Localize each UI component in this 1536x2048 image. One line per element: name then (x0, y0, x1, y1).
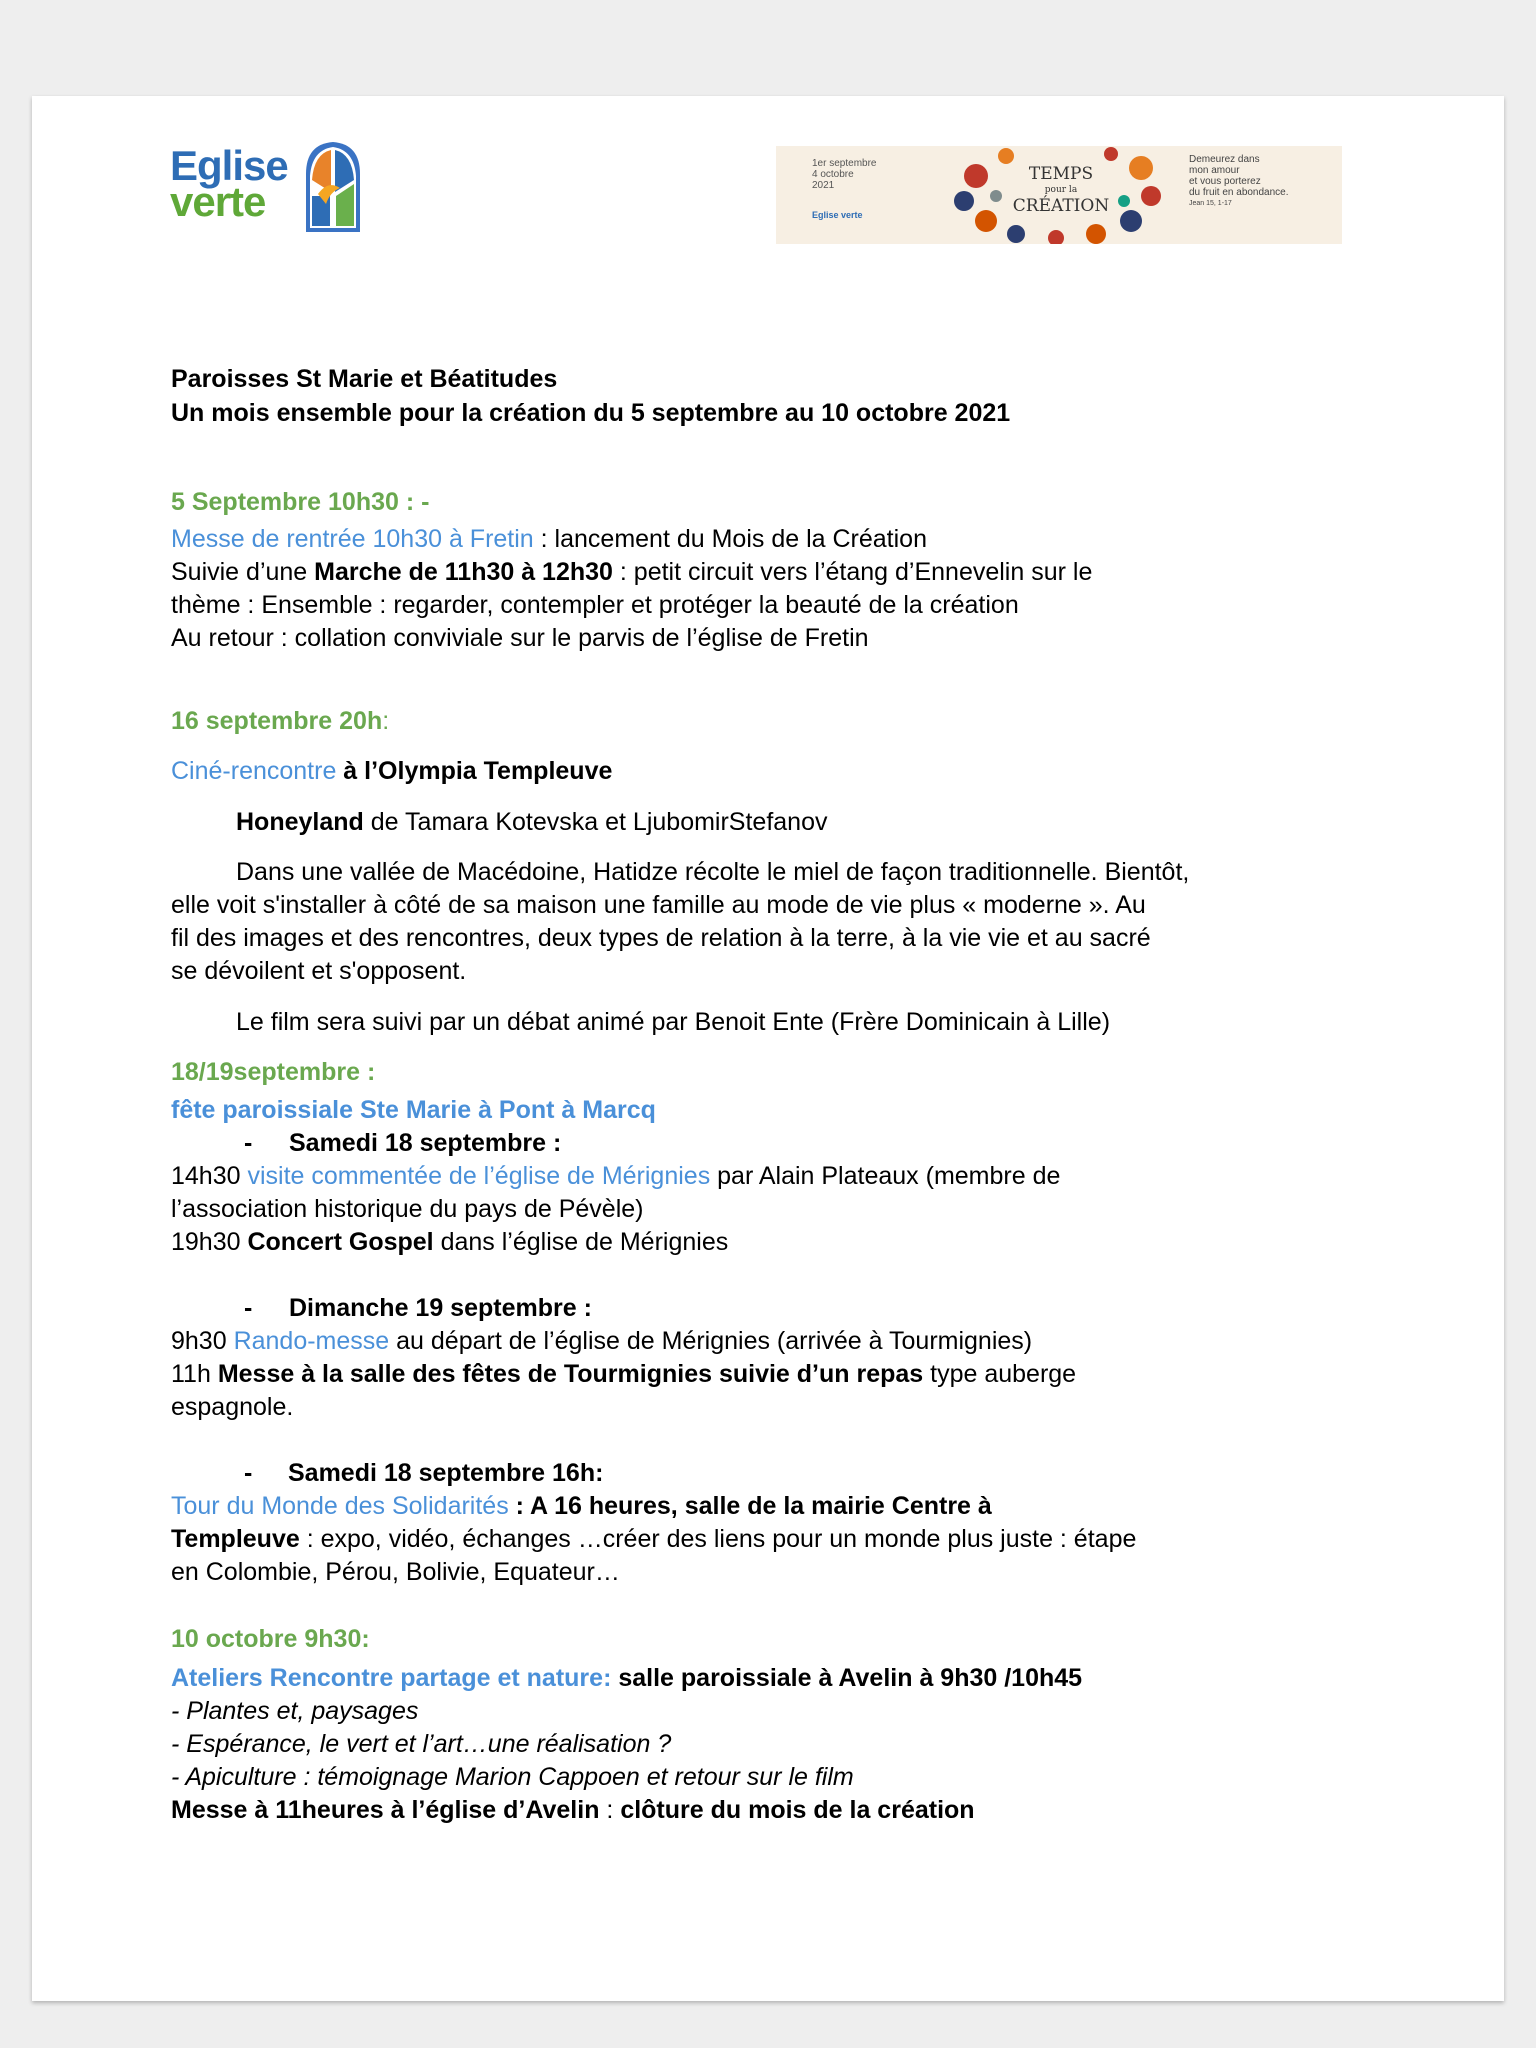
s3-saturday-16h: Samedi 18 septembre 16h: (288, 1459, 604, 1487)
s2-cine-link[interactable]: Ciné-rencontre (171, 757, 337, 785)
s4-date: 10 octobre 9h30: (171, 1625, 370, 1653)
logo-word-verte: verte (170, 178, 266, 225)
s3-tour-link[interactable]: Tour du Monde des Solidarités (171, 1492, 509, 1520)
eglise-verte-logo (170, 140, 400, 240)
banner-small-logo: Eglise verte (812, 210, 863, 220)
s1-date: 5 Septembre 10h30 : - (171, 488, 430, 516)
s3-tour: Tour du Monde des Solidarités : A 16 heures, salle de la mairie Centre à (171, 1492, 992, 1520)
s3-tour-3: en Colombie, Pérou, Bolivie, Equateur… (171, 1558, 620, 1586)
s1-line-4: Au retour : collation conviviale sur le parvis de l’église de Fretin (171, 624, 869, 652)
s2-para-1: Dans une vallée de Macédoine, Hatidze récolte le miel de façon traditionnelle. Bientôt, (236, 858, 1190, 886)
s2-para-2: elle voit s'installer à côté de sa maison une famille au mode de vie plus « moderne ». Au (171, 891, 1146, 919)
banner-date-start: 1er septembre (812, 158, 877, 169)
banner-title-line-2: pour la (1044, 185, 1078, 195)
s4-item-1: - Plantes et, paysages (171, 1697, 419, 1725)
s1-line-2: Suivie d’une Marche de 11h30 à 12h30 : petit circuit vers l’étang d’Ennevelin sur le (171, 558, 1093, 586)
banner-title (996, 162, 1126, 218)
s1-line-1: Messe de rentrée 10h30 à Fretin : lancement du Mois de la Création (171, 525, 927, 553)
s3-bullet-dash-1: - (244, 1129, 253, 1157)
s1-mass-link[interactable]: Messe de rentrée 10h30 à Fretin (171, 525, 534, 553)
s4-item-2: - Espérance, le vert et l’art…une réalisation ? (171, 1730, 672, 1758)
s4-ateliers-link[interactable]: Ateliers Rencontre partage et nature: (171, 1664, 612, 1692)
banner-title-line-1: TEMPS (1028, 164, 1094, 184)
church-window-icon (300, 140, 366, 236)
s2-para-3: fil des images et des rencontres, deux types de relation à la terre, à la vie vie et au sacré (171, 924, 1151, 952)
s3-saturday: Samedi 18 septembre : (289, 1129, 562, 1157)
s3-visit-link[interactable]: visite commentée de l’église de Mérignies (247, 1162, 711, 1190)
s2-line-1: Ciné-rencontre à l’Olympia Templeuve (171, 757, 613, 785)
s1-line-3: thème : Ensemble : regarder, contempler et protéger la beauté de la création (171, 591, 1019, 619)
s3-rando: 9h30 Rando-messe au départ de l’église de Mérignies (arrivée à Tourmignies) (171, 1327, 1033, 1355)
banner-quote: Demeurez dans mon amour et vous porterez du fruit en abondance. Jean 15, 1-17 (1189, 154, 1289, 207)
s2-date: 16 septembre 20h: (171, 707, 390, 735)
s3-title (171, 1095, 656, 1125)
s3-visit: 14h30 visite commentée de l’église de Mérignies par Alain Plateaux (membre de (171, 1162, 1061, 1190)
logo-word-eglise: Eglise (170, 142, 288, 189)
s2-film: Honeyland de Tamara Kotevska et LjubomirStefanov (236, 808, 828, 836)
banner-dates (812, 158, 876, 191)
document-subtitle: Un mois ensemble pour la création du 5 septembre au 10 octobre 2021 (171, 399, 1011, 427)
s3-bullet-dash-3: - (244, 1459, 253, 1487)
banner-title-line-3: CRÉATION (1012, 196, 1110, 216)
s3-messe-2: espagnole. (171, 1393, 294, 1421)
banner-date-end: 4 octobre (812, 169, 854, 180)
s3-rando-link[interactable]: Rando-messe (233, 1327, 390, 1355)
parish-title: Paroisses St Marie et Béatitudes (171, 365, 558, 393)
s3-sunday: Dimanche 19 septembre : (289, 1294, 592, 1322)
temps-pour-la-creation-banner (776, 146, 1342, 244)
s3-messe: 11h Messe à la salle des fêtes de Tourmignies suivie d’un repas type auberge (171, 1360, 1077, 1388)
s3-tour-2: Templeuve : expo, vidéo, échanges …créer des liens pour un monde plus juste : étape (171, 1525, 1137, 1553)
s4-final: Messe à 11heures à l’église d’Avelin : clôture du mois de la création (171, 1796, 975, 1824)
s3-bullet-dash-2: - (244, 1294, 253, 1322)
s2-debate: Le film sera suivi par un débat animé par Benoit Ente (Frère Dominicain à Lille) (236, 1008, 1111, 1036)
s3-fete-link[interactable]: fête paroissiale Ste Marie à Pont à Marcq (171, 1096, 656, 1124)
s4-item-3: - Apiculture : témoignage Marion Cappoen et retour sur le film (171, 1763, 854, 1791)
s3-visit-2: l’association historique du pays de Pévèle) (171, 1195, 644, 1223)
s3-concert: 19h30 Concert Gospel dans l’église de Mérignies (171, 1228, 729, 1256)
s3-date: 18/19septembre : (171, 1058, 376, 1086)
s4-ateliers: Ateliers Rencontre partage et nature: salle paroissiale à Avelin à 9h30 /10h45 (171, 1664, 1083, 1692)
banner-year: 2021 (812, 180, 835, 191)
s2-para-4: se dévoilent et s'opposent. (171, 957, 467, 985)
